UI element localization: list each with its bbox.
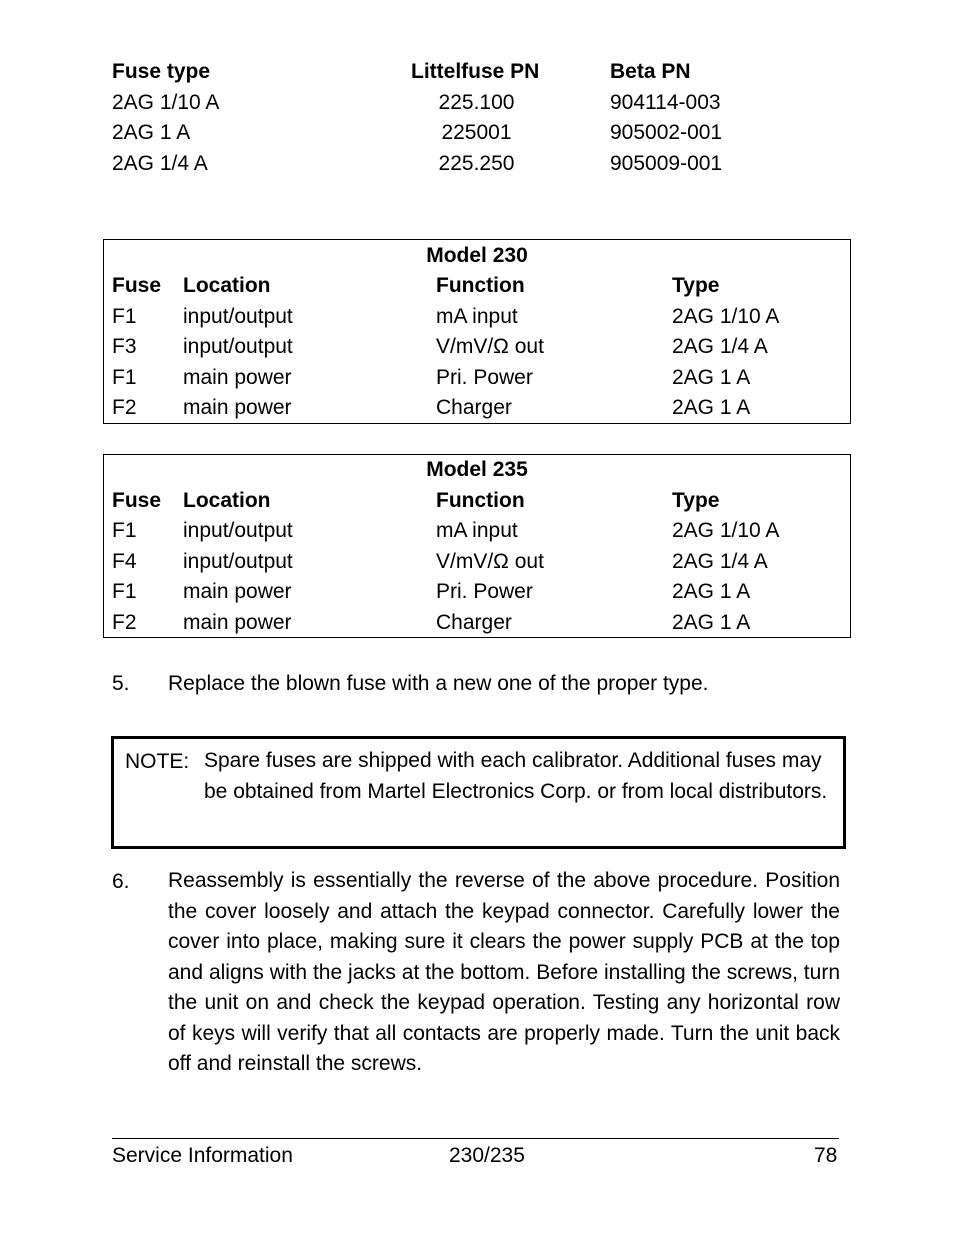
note-text: Spare fuses are shipped with each calibrator. Additional fuses may be obtained from Martel Electronics Corp. or from local distributors. — [204, 749, 828, 803]
table-cell: mA input — [436, 519, 518, 542]
table-cell: V/mV/Ω out — [436, 335, 544, 358]
table-cell: main power — [183, 396, 292, 419]
table-cell: 2AG 1 A — [672, 366, 751, 389]
table-cell: F2 — [112, 611, 137, 634]
header-fuse: Fuse — [112, 489, 162, 512]
table-cell: 2AG 1/10 A — [672, 305, 780, 328]
table-cell: input/output — [183, 550, 293, 573]
step-6-text: Reassembly is essentially the reverse of the above procedure. Position the cover loosely and attach the keypad connector. Carefully lower the cover into place, making sure it clears the power supply PCB at the top and aligns with the jacks at the bottom. Before installing the screws, turn the unit on and check the keypad operation. Testing any horizontal row of keys will verify that all contacts are properly made. Turn the unit back off and reinstall the screws. — [168, 869, 840, 1075]
table-cell: 2AG 1/10 A — [672, 519, 780, 542]
table-cell: F1 — [112, 580, 137, 603]
table-cell: 225.250 — [438, 152, 515, 175]
table-cell: 905009-001 — [610, 152, 723, 175]
header-beta-pn: Beta PN — [610, 60, 691, 83]
step-5-text: Replace the blown fuse with a new one of the proper type. — [168, 672, 709, 695]
table-cell: F3 — [112, 335, 137, 358]
table-cell: Pri. Power — [436, 366, 533, 389]
table-cell: main power — [183, 580, 292, 603]
header-type: Type — [672, 489, 720, 512]
note-label: NOTE: — [125, 750, 190, 773]
header-type: Type — [672, 274, 720, 297]
table-cell: 2AG 1 A — [672, 611, 751, 634]
table-cell: F1 — [112, 366, 137, 389]
table-cell: 2AG 1 A — [672, 396, 751, 419]
step-5-number: 5. — [112, 672, 130, 695]
footer-model: 230/235 — [449, 1144, 525, 1167]
model-230-title: Model 230 — [426, 244, 528, 267]
page-number: 78 — [814, 1144, 838, 1167]
footer-rule — [112, 1138, 839, 1139]
table-cell: F4 — [112, 550, 137, 573]
table-cell: F1 — [112, 305, 137, 328]
table-cell: 2AG 1/4 A — [112, 152, 208, 175]
table-cell: Pri. Power — [436, 580, 533, 603]
table-cell: mA input — [436, 305, 518, 328]
table-cell: 225.100 — [438, 91, 515, 114]
table-cell: input/output — [183, 305, 293, 328]
table-cell: 2AG 1/10 A — [112, 91, 220, 114]
table-cell: Charger — [436, 611, 512, 634]
model-235-title: Model 235 — [426, 458, 528, 481]
table-cell: 2AG 1/4 A — [672, 550, 768, 573]
table-cell: 2AG 1 A — [672, 580, 751, 603]
header-location: Location — [183, 489, 271, 512]
header-function: Function — [436, 489, 525, 512]
table-cell: input/output — [183, 519, 293, 542]
table-cell: 2AG 1/4 A — [672, 335, 768, 358]
table-cell: input/output — [183, 335, 293, 358]
header-function: Function — [436, 274, 525, 297]
table-cell: 905002-001 — [610, 121, 723, 144]
table-cell: F1 — [112, 519, 137, 542]
table-cell: 2AG 1 A — [112, 121, 191, 144]
table-cell: main power — [183, 611, 292, 634]
table-cell: main power — [183, 366, 292, 389]
table-cell: Charger — [436, 396, 512, 419]
footer-section: Service Information — [112, 1144, 293, 1167]
header-location: Location — [183, 274, 271, 297]
header-fuse: Fuse — [112, 274, 162, 297]
table-cell: 225001 — [441, 121, 512, 144]
table-cell: F2 — [112, 396, 137, 419]
step-6-number: 6. — [112, 870, 130, 893]
header-littelfuse-pn: Littelfuse PN — [411, 60, 540, 83]
header-fuse-type: Fuse type — [112, 60, 211, 83]
table-cell: V/mV/Ω out — [436, 550, 544, 573]
table-cell: 904114-003 — [610, 91, 721, 114]
